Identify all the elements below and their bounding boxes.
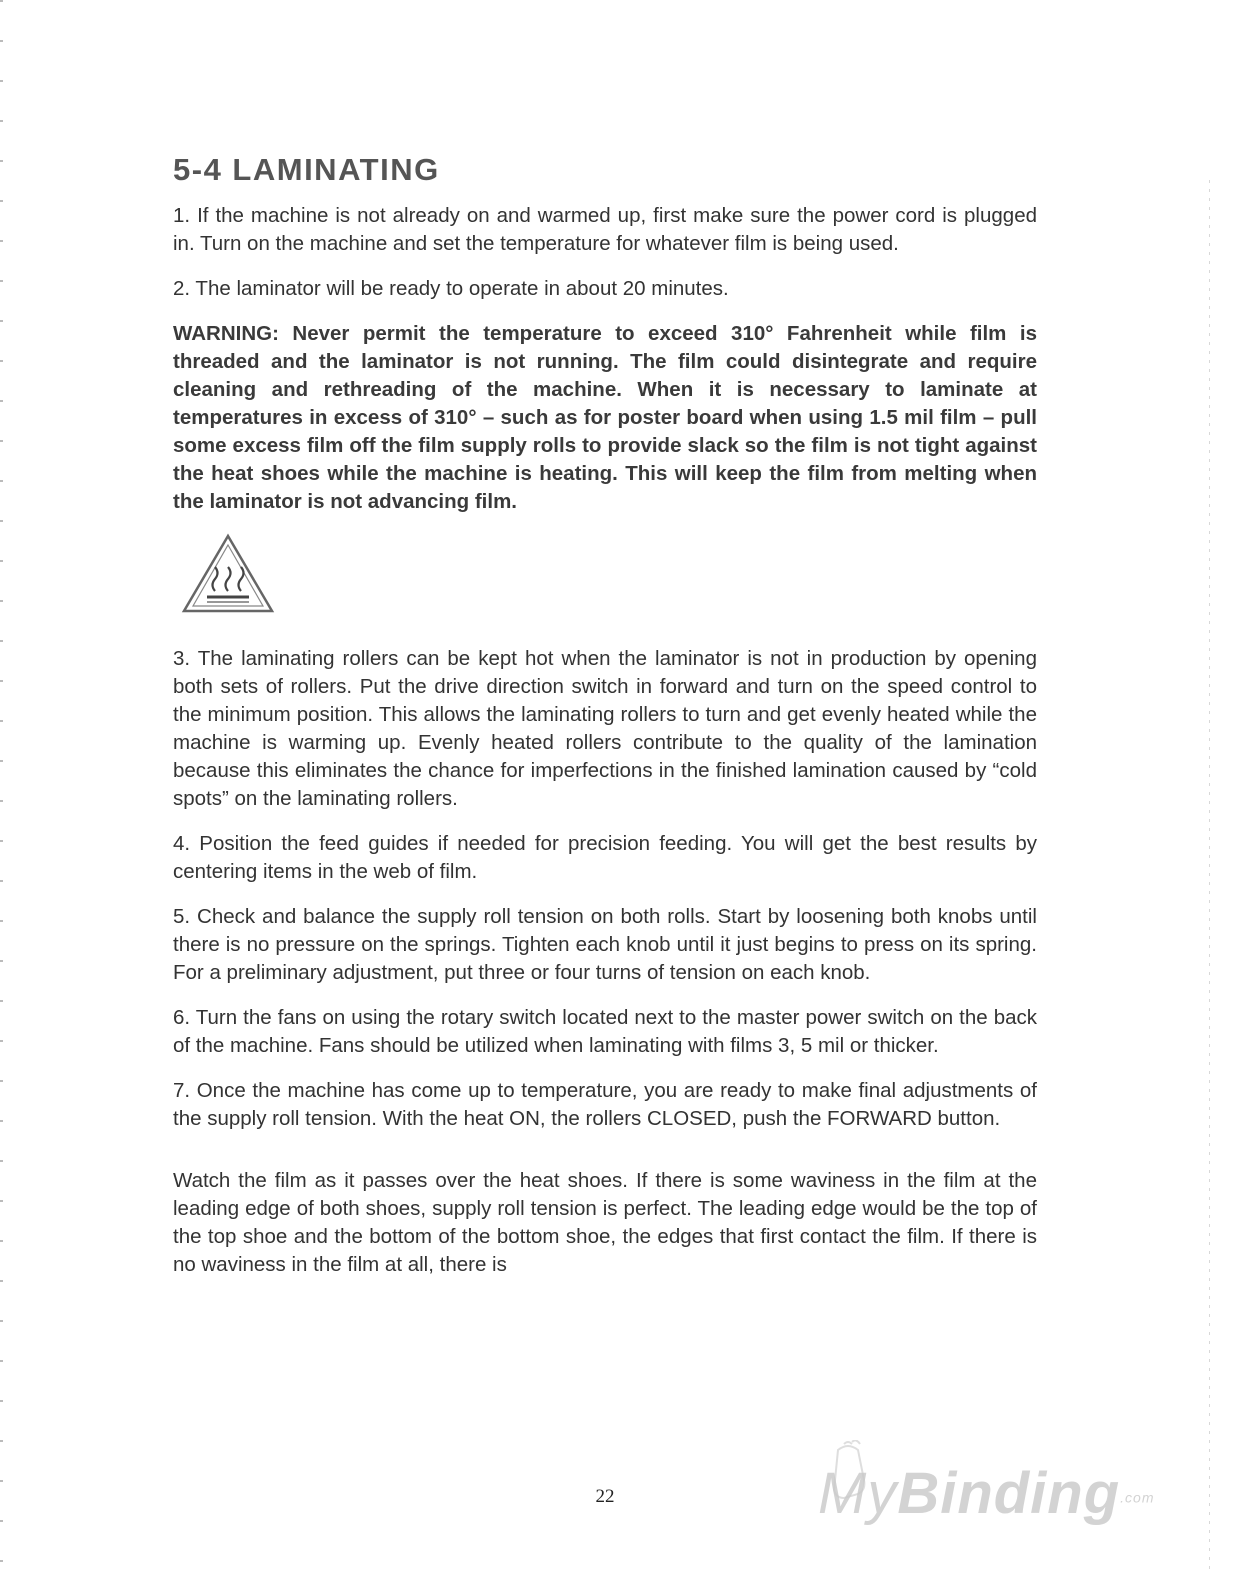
- hot-surface-warning-icon: [181, 533, 275, 615]
- watermark-logo-text: [818, 1460, 1155, 1527]
- section-heading: 5-4 LAMINATING: [173, 152, 440, 187]
- warning-paragraph: WARNING: Never permit the temperature to exceed 310° Fahrenheit while film is threaded and the laminator is not running. The film could disintegrate and require cleaning and rethreading of the machine. When it is necessary to laminate at temperatures in excess of 310° – such as for poster board when using 1.5 mil film – pull some excess film off the film supply rolls to provide slack so the film is not tight against the heat shoes while the machine is heating. This will keep the film from melting when the laminator is not advancing film.: [173, 322, 1037, 513]
- paragraph-5: 5. Check and balance the supply roll tension on both rolls. Start by loosening both knobs until there is no pressure on the springs. Tighten each knob until it just begins to press on its spring. For a preliminary adjustment, put three or four turns of tension on each knob.: [173, 905, 1037, 984]
- paragraph-6: 6. Turn the fans on using the rotary switch located next to the master power switch on the back of the machine. Fans should be utilized when laminating with films 3, 5 mil or thicker.: [173, 1006, 1037, 1057]
- watermark-my: My: [818, 1461, 898, 1526]
- paragraph-1: 1. If the machine is not already on and warmed up, first make sure the power cord is plugged in. Turn on the machine and set the temperature for whatever film is being used.: [173, 204, 1037, 255]
- watermark-com: .com: [1120, 1489, 1155, 1506]
- scan-right-edge: [1209, 180, 1210, 1570]
- page-content: [173, 152, 1037, 1296]
- paragraph-7: 7. Once the machine has come up to temperature, you are ready to make final adjustments of the supply roll tension. With the heat ON, the rollers CLOSED, push the FORWARD button.: [173, 1079, 1037, 1130]
- page-number: 22: [595, 1486, 615, 1507]
- watermark-binding: Binding: [897, 1461, 1121, 1526]
- mybinding-watermark: [818, 1440, 1188, 1530]
- paragraph-3: 3. The laminating rollers can be kept hot when the laminator is not in production by opening both sets of rollers. Put the drive direction switch in forward and turn on the speed control to the minimum position. This allows the laminating rollers to turn and get evenly heated while the machine is warming up. Evenly heated rollers contribute to the quality of the lamination because this eliminates the chance for imperfections in the finished lamination caused by “cold spots” on the laminating rollers.: [173, 647, 1037, 810]
- paragraph-8: Watch the film as it passes over the heat shoes. If there is some waviness in the film at the leading edge of both shoes, supply roll tension is perfect. The leading edge would be the top of the top shoe and the bottom of the bottom shoe, the edges that first contact the film. If there is no waviness in the film at all, there is: [173, 1169, 1037, 1276]
- paragraph-2: 2. The laminator will be ready to operate in about 20 minutes.: [173, 277, 729, 300]
- paragraph-4: 4. Position the feed guides if needed for precision feeding. You will get the best results by centering items in the web of film.: [173, 832, 1037, 883]
- scan-left-edge: [0, 0, 3, 1582]
